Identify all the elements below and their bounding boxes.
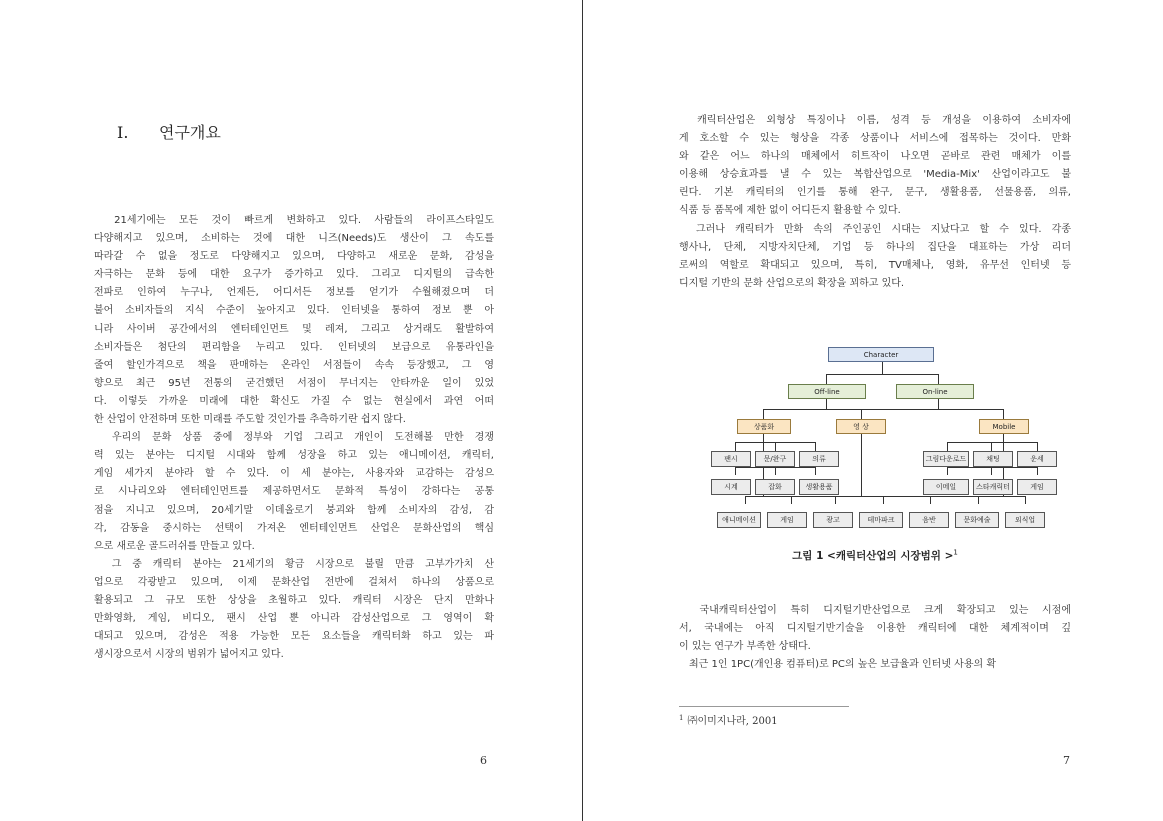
box-mobile: Mobile: [979, 419, 1029, 434]
footnote-rule: [679, 706, 849, 707]
box-offline: Off-line: [788, 384, 866, 399]
figure-caption-footnote-ref: 1: [953, 548, 958, 557]
box-clothing: 의류: [799, 451, 839, 467]
text-line: 활용되고 그 규모 또한 상상을 초월하고 있다. 캐릭터 시장은 단지 만화나: [94, 594, 494, 606]
box-advertising: 광고: [813, 512, 853, 528]
box-merchandising: 상품화: [737, 419, 791, 434]
box-household: 생활용품: [799, 479, 839, 495]
text-line: 서, 국내에는 아직 디지털기반기술을 이용한 캐릭터에 대한 체계적이며 깊: [679, 623, 1071, 635]
box-theme-park: 테마파크: [859, 512, 903, 528]
chapter-title: 연구개요: [159, 123, 221, 142]
text-line: 린다. 기본 캐릭터의 인기를 통해 완구, 문구, 생활용품, 선물용품, 의류,: [679, 187, 1071, 199]
text-line: 그 중 캐릭터 분야는 21세기의 황금 시장으로 불릴 만큼 고부가가치 산: [94, 558, 494, 570]
text-line: 다. 이렇듯 가까운 미래에 대한 확신도 가질 수 없는 현실에서 과연 어떠: [94, 395, 494, 407]
box-watch: 시계: [711, 479, 751, 495]
text-line: 이 있는 연구가 부족한 상태다.: [679, 641, 811, 653]
text-line: 소비자들은 첨단의 편리함을 누리고 있다. 인터넷의 보급으로 유통라인을: [94, 341, 494, 353]
text-line: 식품 등 품목에 제한 없이 어디든지 활용할 수 있다.: [679, 205, 901, 217]
box-character: Character: [828, 347, 934, 362]
box-stationery-toys: 문/완구: [755, 451, 795, 467]
text-line: 한 산업이 안전하며 또한 미래를 주도할 것인가를 추측하기란 쉽지 않다.: [94, 414, 406, 426]
text-line: 디지털 기반의 문화 산업으로의 확장을 꾀하고 있다.: [679, 277, 905, 289]
box-video: 영 상: [836, 419, 886, 434]
figure-caption: [679, 548, 1071, 563]
market-scope-diagram: [723, 342, 1043, 534]
figure-caption-text: 그림 1 <캐릭터산업의 시장범위 >: [792, 550, 954, 562]
box-email: 이메일: [923, 479, 969, 495]
text-line: 최근 1인 1PC(개인용 컴퓨터)로 PC의 높은 보급율과 인터넷 사용의 확: [679, 659, 997, 671]
box-game-mobile: 게임: [1017, 479, 1057, 495]
text-line: 자극하는 문화 등에 대한 요구가 증가하고 있다. 그리고 디지털의 급속한: [94, 269, 494, 281]
text-line: 력 있는 분야는 디지털 시대와 함께 성장을 하고 있는 애니메이션, 캐릭터,: [94, 450, 494, 462]
box-chat: 채팅: [973, 451, 1013, 467]
box-restaurant: 외식업: [1005, 512, 1045, 528]
text-line: 21세기에는 모든 것이 빠르게 변화하고 있다. 사람들의 라이프스타일도: [94, 215, 494, 226]
box-game: 게임: [767, 512, 807, 528]
box-fancy: 팬시: [711, 451, 751, 467]
page-number-right: 7: [1063, 754, 1070, 767]
text-line: 생시장으로서 시장의 범위가 넓어지고 있다.: [94, 649, 284, 661]
text-line: 업으로 각광받고 있으며, 이제 문화산업 전반에 걸쳐서 하나의 상품으로: [94, 576, 494, 588]
box-goods: 잡화: [755, 479, 795, 495]
text-line: 로써의 역할로 확대되고 있으며, 특히, TV매체나, 영화, 유무선 인터넷 등: [679, 259, 1071, 271]
text-line: 그러나 캐릭터가 만화 속의 주인공인 시대는 지났다고 할 수 있다. 각종: [679, 223, 1071, 235]
text-line: 행사나, 단체, 지방자치단체, 기업 등 하나의 집단을 대표하는 가상 리더: [679, 241, 1071, 253]
page-number-left: 6: [480, 754, 487, 767]
text-line: 게임 세가지 분야라 할 수 있다. 이 세 분야는, 사용자와 교감하는 감성으: [94, 468, 494, 480]
text-line: 각, 감동을 중시하는 선택이 가져온 엔터테인먼트 산업은 문화산업의 핵심: [94, 522, 494, 534]
text-line: 니라 사이버 공간에서의 엔터테인먼트 및 레져, 그리고 상거래도 활발하여: [94, 323, 494, 335]
left-body-text: [94, 212, 494, 664]
text-line: 줄여 할인가격으로 책을 판매하는 온라인 서점들이 속속 등장했고, 그 영: [94, 359, 494, 371]
text-line: 다양해지고 있으며, 소비하는 것에 대한 니즈(Needs)도 생산이 그 속도를: [94, 233, 494, 245]
text-line: 대되고 있으며, 감성은 적용 가능한 모든 요소들을 캐릭터화 하고 있는 파: [94, 631, 494, 643]
box-animation: 애니메이션: [717, 512, 761, 528]
text-line: 게 호소할 수 있는 형상을 각종 상품이나 서비스에 접목하는 것이다. 만화: [679, 133, 1071, 145]
right-body-text-bottom: [679, 602, 1071, 674]
box-image-download: 그림다운로드: [923, 451, 969, 467]
box-star-character: 스타캐릭터: [973, 479, 1013, 495]
text-line: 따라갈 수 없을 정도로 다양해지고 있으며, 다양하고 새로운 문화, 감성을: [94, 251, 494, 263]
text-line: 이용해 상승효과를 낼 수 있는 복합산업으로 'Media-Mix' 산업이라고도 불: [679, 169, 1071, 181]
text-line: 캐릭터산업은 외형상 특징이나 이름, 성격 등 개성을 이용하여 소비자에: [679, 115, 1071, 126]
text-line: 전파로 인하여 누구나, 언제든, 어디서든 정보를 얻기가 수월해졌으며 더: [94, 287, 494, 299]
text-line: 으로 새로운 골드러쉬를 만들고 있다.: [94, 540, 255, 552]
text-line: 우리의 문화 상품 중에 정부와 기업 그리고 개인이 도전해볼 만한 경쟁: [94, 432, 494, 444]
text-line: 국내캐릭터산업이 특히 디지털기반산업으로 크게 확장되고 있는 시점에: [679, 605, 1071, 616]
text-line: 와 같은 어느 하나의 매체에서 히트작이 나오면 곧바로 관련 매체가 이를: [679, 151, 1071, 163]
box-culture-arts: 문화예술: [955, 512, 999, 528]
box-online: On-line: [896, 384, 974, 399]
right-body-text-top: [679, 112, 1071, 293]
text-line: 향으로 최근 95년 전통의 굳건했던 서점이 무너지는 안타까운 일이 있었: [94, 377, 494, 389]
footnote-mark: 1: [679, 713, 684, 722]
footnote-text: ㈜이미지나라, 2001: [687, 716, 778, 727]
text-line: 로 시나리오와 엔터테인먼트를 제공하면서도 문화적 특성이 강하다는 공통: [94, 486, 494, 498]
chapter-number: I.: [117, 123, 129, 142]
footnote: [679, 712, 778, 727]
text-line: 점을 지니고 있으며, 20세기말 이데올로기 붕괴와 함께 소비자의 감성, 감: [94, 504, 494, 516]
text-line: 만화영화, 게임, 비디오, 팬시 산업 뿐 아니라 감성산업으로 그 영역이 확: [94, 613, 494, 625]
box-music-album: 음반: [909, 512, 949, 528]
right-page: [583, 0, 1163, 821]
chapter-heading: [117, 120, 221, 143]
text-line: 불어 소비자들의 지식 수준이 높아지고 있다. 인터넷을 통하여 정보 뿐 아: [94, 305, 494, 317]
box-fortune: 운세: [1017, 451, 1057, 467]
